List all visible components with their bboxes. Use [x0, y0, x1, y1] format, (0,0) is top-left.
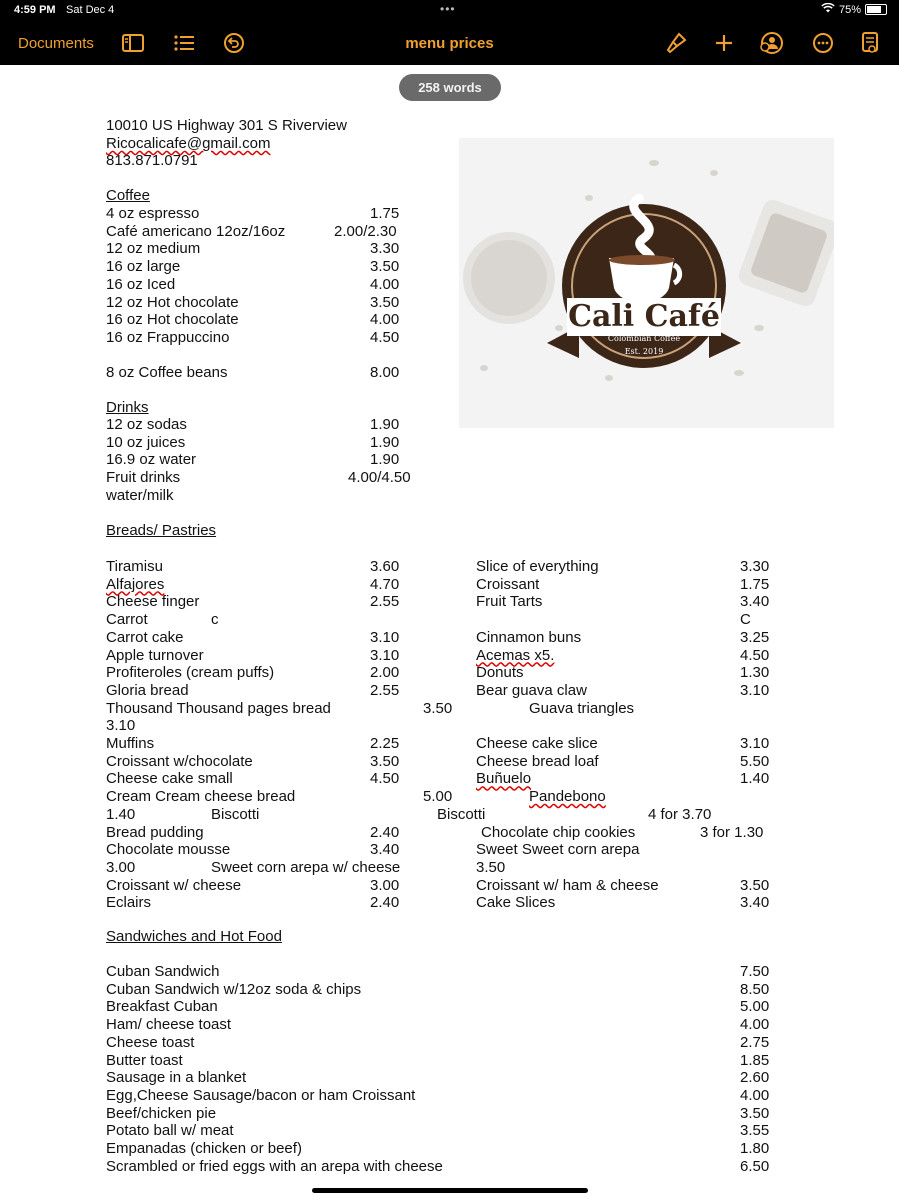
- bread-left-price: 2.55: [370, 593, 400, 611]
- bread-right-name: Donuts: [476, 664, 524, 682]
- bread-right-price: 1.75: [740, 575, 770, 593]
- logo-tagline-text: Colombian Coffee: [607, 334, 681, 343]
- bread-left-price: 2.40: [370, 894, 400, 912]
- coffee-item-name: 12 oz medium: [106, 240, 201, 258]
- bread-left-name: 3.10: [106, 717, 136, 735]
- bread-left-name: Thousand Thousand pages bread: [106, 699, 331, 717]
- coffee-item-price: 2.00/2.30: [334, 222, 397, 240]
- drinks-item-name: 16.9 oz water: [106, 451, 197, 469]
- bread-left-price: 2.40: [370, 823, 400, 841]
- bread-left-price: 2.25: [370, 735, 400, 752]
- drinks-heading: Drinks: [106, 399, 149, 416]
- bread-left-price: 3.00: [370, 876, 400, 894]
- logo-est-text: Est. 2019: [624, 347, 664, 356]
- coffee-beans-price: 8.00: [370, 364, 400, 381]
- sandwich-item-name: Sausage in a blanket: [106, 1069, 247, 1087]
- bread-right-name: Pandebono: [529, 788, 606, 806]
- sandwich-item-price: 6.50: [740, 1157, 770, 1175]
- bread-right-price: 3.40: [740, 894, 770, 912]
- address-text: 10010 US Highway 301 S Riverview: [106, 117, 347, 134]
- bread-left-price: 3.40: [370, 841, 400, 859]
- bread-left-price: Biscotti: [211, 805, 260, 823]
- bread-right-price: 3.40: [740, 593, 770, 611]
- sandwich-item-name: Empanadas (chicken or beef): [106, 1140, 302, 1157]
- bread-right-price: 1.40: [740, 770, 770, 788]
- documents-button[interactable]: Documents: [18, 35, 94, 52]
- drinks-item-price: 4.00/4.50: [348, 469, 411, 487]
- bread-left-price: Sweet corn arepa w/ cheese: [211, 858, 401, 876]
- coffee-item-price: 3.50: [370, 258, 400, 276]
- drinks-item-price: 1.90: [370, 451, 400, 469]
- bread-left-name: Eclairs: [106, 894, 152, 912]
- bread-left-price: 3.10: [370, 628, 400, 646]
- bread-right-price: 3.50: [740, 876, 770, 894]
- logo-brand-text: Cali Café: [568, 299, 720, 334]
- bread-right-name: Cinnamon buns: [476, 628, 582, 646]
- sandwich-item-name: Scrambled or fried eggs with an arepa with cheese: [106, 1157, 443, 1175]
- bread-right-price: 3.30: [740, 558, 770, 575]
- bread-right-name: Chocolate chip cookies: [481, 823, 636, 841]
- status-date: Sat Dec 4: [66, 4, 115, 16]
- bread-left-price: 5.00: [423, 788, 453, 806]
- coffee-heading: Coffee: [106, 187, 150, 204]
- bread-left-name: 1.40: [106, 805, 136, 823]
- bread-left-price: 4.50: [370, 770, 400, 788]
- sandwich-item-name: Beef/chicken pie: [106, 1104, 217, 1122]
- sandwich-item-name: Cuban Sandwich w/12oz soda & chips: [106, 980, 362, 998]
- coffee-beans-name: 8 oz Coffee beans: [106, 364, 228, 381]
- drinks-item-price: 1.90: [370, 433, 400, 451]
- bread-left-name: Gloria bread: [106, 681, 189, 699]
- multitasking-dots-icon[interactable]: •••: [440, 2, 456, 16]
- sandwich-item-price: 8.50: [740, 980, 770, 998]
- bread-left-name: Cheese finger: [106, 593, 200, 611]
- bread-left-name: Croissant w/ cheese: [106, 876, 242, 894]
- bread-right-price: 1.30: [740, 664, 770, 682]
- bread-right-name: Biscotti: [437, 805, 486, 823]
- bread-right-name: Fruit Tarts: [476, 593, 543, 611]
- drinks-item-name: 12 oz sodas: [106, 416, 187, 433]
- coffee-item-name: 12 oz Hot chocolate: [106, 293, 239, 311]
- sandwich-item-name: Cheese toast: [106, 1033, 195, 1051]
- bread-right-name: Cheese bread loaf: [476, 752, 599, 770]
- bread-left-price: c: [211, 611, 219, 629]
- bread-left-name: Croissant w/chocolate: [106, 752, 253, 770]
- bread-right-name: Croissant: [476, 575, 540, 593]
- bread-right-price: 3.10: [740, 681, 770, 699]
- bread-left-name: Carrot: [106, 611, 148, 629]
- bread-left-price: 2.00: [370, 664, 400, 682]
- bread-right-price: 4.50: [740, 646, 770, 664]
- home-indicator[interactable]: [312, 1188, 588, 1193]
- phone-text: 813.871.0791: [106, 152, 198, 169]
- bread-right-price: 3 for 1.30: [700, 823, 764, 841]
- bread-left-name: 3.00: [106, 858, 136, 876]
- coffee-item-name: 16 oz Hot chocolate: [106, 311, 239, 329]
- sandwich-item-price: 4.00: [740, 1086, 770, 1104]
- bread-right-price: C: [740, 611, 751, 629]
- bread-right-name: Buñuelo: [476, 770, 532, 788]
- bread-left-price: 3.50: [370, 752, 400, 770]
- bread-right-name: 3.50: [476, 858, 506, 876]
- bread-right-name: Sweet Sweet corn arepa: [476, 841, 640, 859]
- bread-left-name: Chocolate mousse: [106, 841, 231, 859]
- bread-left-name: Carrot cake: [106, 628, 184, 646]
- bread-left-price: 3.10: [370, 646, 400, 664]
- sandwich-item-name: Egg,Cheese Sausage/bacon or ham Croissant: [106, 1086, 416, 1104]
- bread-left-price: 4.70: [370, 575, 400, 593]
- bread-right-price: 4 for 3.70: [648, 805, 712, 823]
- bread-left-name: Cream Cream cheese bread: [106, 788, 296, 806]
- coffee-item-price: 4.50: [370, 328, 400, 346]
- sandwich-item-price: 5.00: [740, 998, 770, 1016]
- sandwich-item-price: 4.00: [740, 1016, 770, 1034]
- bread-left-name: Muffins: [106, 735, 155, 752]
- bread-right-name: Acemas x5.: [476, 646, 555, 664]
- sandwich-item-name: Cuban Sandwich: [106, 963, 220, 980]
- sandwich-item-price: 1.85: [740, 1051, 770, 1069]
- word-count-badge[interactable]: 258 words: [399, 74, 501, 101]
- sandwich-item-name: Potato ball w/ meat: [106, 1122, 234, 1140]
- breads-heading: Breads/ Pastries: [106, 522, 217, 539]
- bread-right-name: Slice of everything: [476, 558, 599, 575]
- sandwich-item-price: 2.60: [740, 1069, 770, 1087]
- bread-right-price: 3.25: [740, 628, 770, 646]
- coffee-item-price: 3.30: [370, 240, 400, 258]
- sandwich-item-name: Butter toast: [106, 1051, 183, 1069]
- sandwich-item-price: 1.80: [740, 1140, 770, 1157]
- coffee-item-name: 16 oz Frappuccino: [106, 328, 230, 346]
- coffee-item-price: 4.00: [370, 311, 400, 329]
- bread-left-price: 3.60: [370, 558, 400, 575]
- bread-right-price: 3.10: [740, 735, 770, 752]
- sandwich-item-price: 3.55: [740, 1122, 770, 1140]
- battery-percent: 75%: [838, 3, 861, 16]
- bread-left-name: Profiteroles (cream puffs): [106, 664, 275, 682]
- email-text: Ricocalicafe@gmail.com: [106, 135, 271, 152]
- sandwich-item-name: Breakfast Cuban: [106, 998, 218, 1016]
- status-time: 4:59 PM: [14, 4, 56, 16]
- sandwich-item-name: Ham/ cheese toast: [106, 1016, 232, 1034]
- sandwich-item-price: 7.50: [740, 963, 770, 980]
- bread-right-name: Cake Slices: [476, 894, 556, 912]
- drinks-item-price: 1.90: [370, 416, 400, 433]
- coffee-item-price: 1.75: [370, 205, 400, 222]
- fruit-drinks-note: water/milk: [106, 487, 174, 504]
- coffee-item-name: 16 oz Iced: [106, 275, 176, 293]
- coffee-item-name: Café americano 12oz/16oz: [106, 222, 286, 240]
- sandwich-item-price: 3.50: [740, 1104, 770, 1122]
- bread-left-price: 3.50: [423, 699, 453, 717]
- coffee-item-name: 4 oz espresso: [106, 205, 200, 222]
- sandwiches-heading: Sandwiches and Hot Food: [106, 928, 282, 945]
- coffee-item-price: 4.00: [370, 275, 400, 293]
- drinks-item-name: 10 oz juices: [106, 433, 186, 451]
- coffee-item-name: 16 oz large: [106, 258, 181, 276]
- coffee-item-price: 3.50: [370, 293, 400, 311]
- bread-right-price: 5.50: [740, 752, 770, 770]
- bread-left-name: Alfajores: [106, 575, 165, 593]
- bread-left-name: Bread pudding: [106, 823, 204, 841]
- bread-left-price: 2.55: [370, 681, 400, 699]
- bread-left-name: Cheese cake small: [106, 770, 233, 788]
- bread-right-name: Guava triangles: [529, 699, 635, 717]
- document-title[interactable]: menu prices: [405, 35, 494, 52]
- sandwich-item-price: 2.75: [740, 1033, 770, 1051]
- bread-left-name: Apple turnover: [106, 646, 204, 664]
- drinks-item-name: Fruit drinks: [106, 469, 181, 487]
- bread-left-name: Tiramisu: [106, 558, 163, 575]
- bread-right-name: Croissant w/ ham & cheese: [476, 876, 659, 894]
- bread-right-name: Cheese cake slice: [476, 735, 598, 752]
- bread-right-name: Bear guava claw: [476, 681, 587, 699]
